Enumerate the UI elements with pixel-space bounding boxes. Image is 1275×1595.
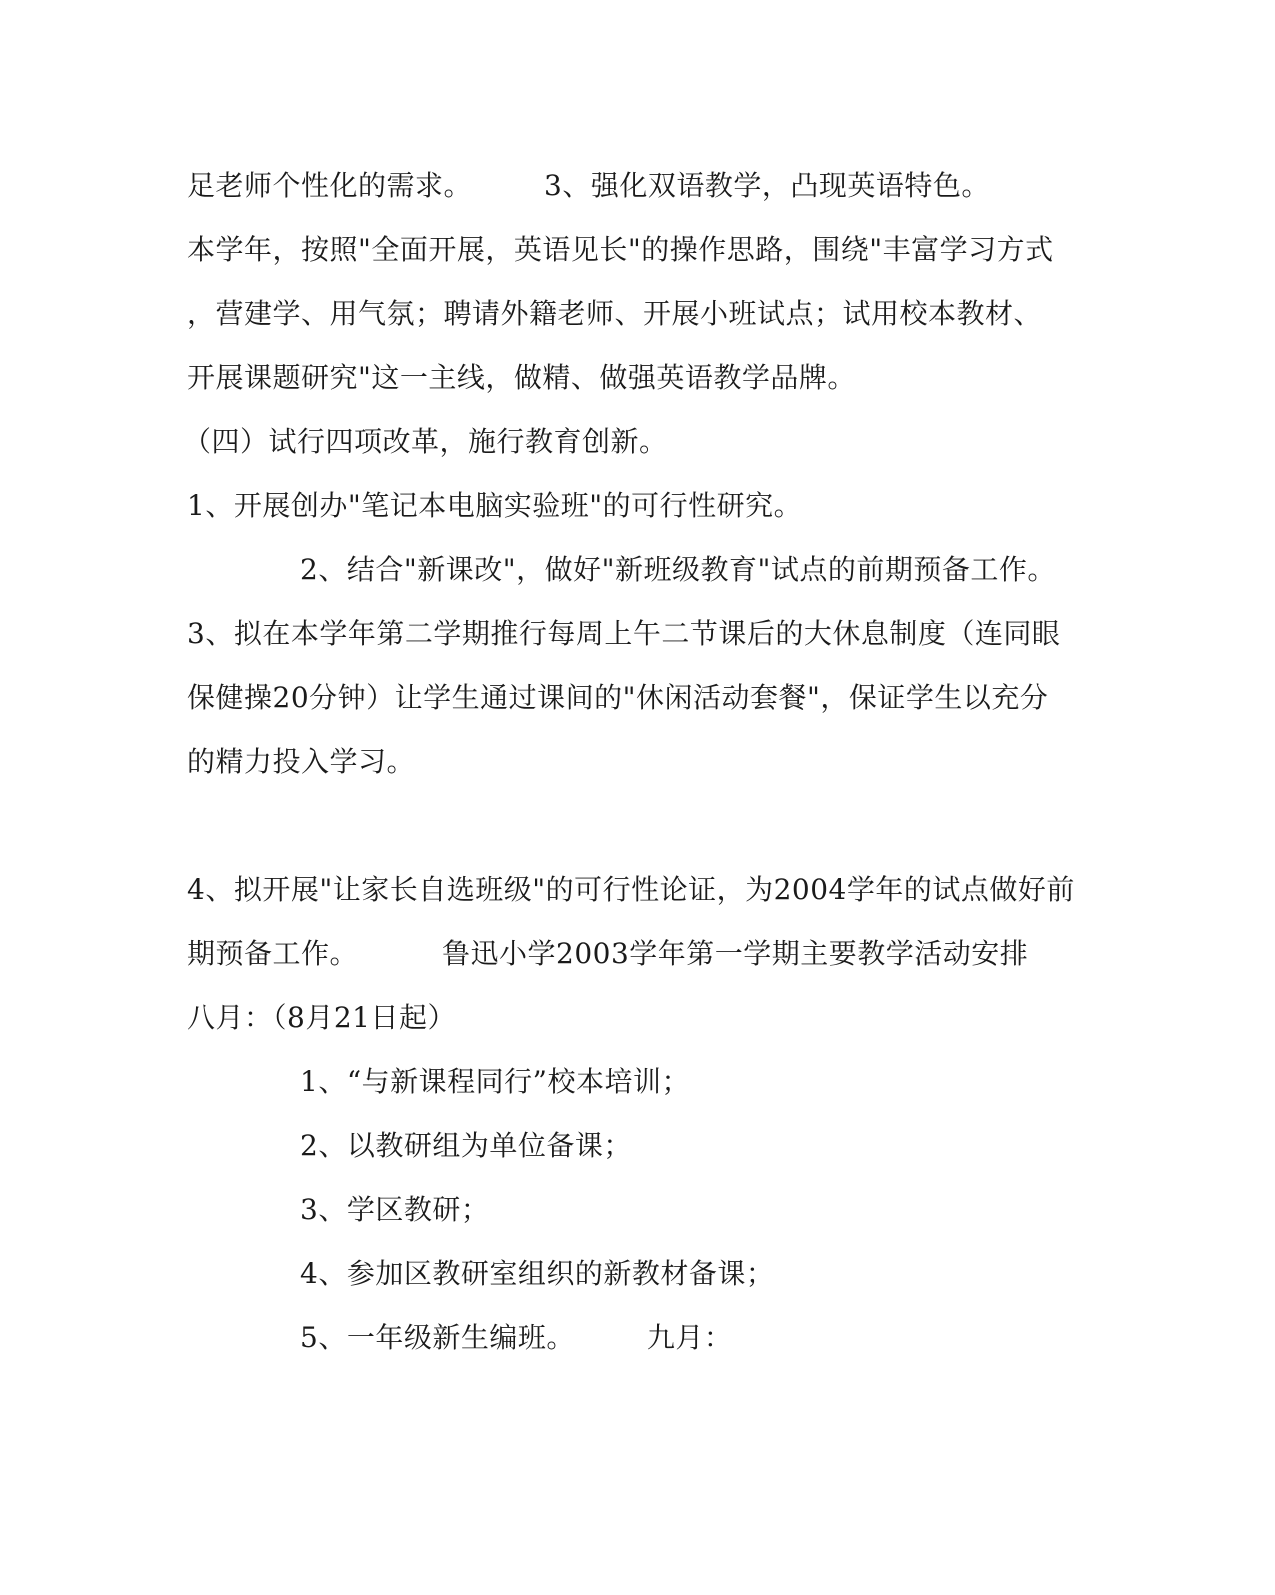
text-segment: 开展课题研究"这一主线，做精、做强英语教学品牌。 (187, 361, 856, 394)
text-segment: 鲁迅小学2003学年第一学期主要教学活动安排 (442, 937, 1029, 970)
text-segment: 1、“与新课程同行”校本培训； (300, 1065, 690, 1098)
text-segment: ，营建学、用气氛；聘请外籍老师、开展小班试点；试用校本教材、 (187, 297, 1043, 330)
section-heading (183, 424, 668, 460)
text-segment: 保健操20分钟）让学生通过课间的"休闲活动套餐"，保证学生以充分 (187, 681, 1049, 714)
text-line-2 (187, 232, 1054, 268)
text-segment: 1、开展创办"笔记本电脑实验班"的可行性研究。 (187, 489, 803, 522)
list-item (300, 1256, 774, 1292)
text-line-3 (187, 296, 1042, 332)
text-line-8 (187, 616, 1060, 652)
text-line-13 (187, 1000, 456, 1036)
text-segment: 3、拟在本学年第二学期推行每周上午二节课后的大休息制度（连同眼 (187, 617, 1061, 650)
text-segment: 的精力投入学习。 (187, 745, 416, 778)
text-segment: 4、拟开展"让家长自选班级"的可行性论证，为2004学年的试点做好前 (187, 873, 1075, 906)
text-line-7 (300, 552, 1056, 588)
text-segment: 2、以教研组为单位备课； (300, 1129, 632, 1162)
text-segment: 3、强化双语教学，凸现英语特色。 (544, 169, 990, 202)
text-segment: （四）试行四项改革，施行教育创新。 (183, 425, 668, 458)
text-segment: 九月： (646, 1321, 733, 1354)
list-item (300, 1128, 632, 1164)
text-segment: 八月：（8月21日起） (187, 1001, 456, 1034)
text-segment: 期预备工作。 (187, 937, 359, 970)
text-line-11 (187, 872, 1075, 908)
list-item (300, 1192, 489, 1228)
text-line-9 (187, 680, 1048, 716)
text-line-4 (187, 360, 856, 396)
text-line-6 (187, 488, 802, 524)
text-segment: 4、参加区教研室组织的新教材备课； (300, 1257, 775, 1290)
text-segment: 2、结合"新课改"，做好"新班级教育"试点的前期预备工作。 (300, 553, 1056, 586)
text-segment: 3、学区教研； (300, 1193, 490, 1226)
list-item (300, 1064, 690, 1100)
text-segment: 5、一年级新生编班。 (300, 1321, 575, 1354)
list-item (300, 1320, 732, 1356)
text-line-10 (187, 744, 415, 780)
text-segment: 本学年，按照"全面开展，英语见长"的操作思路，围绕"丰富学习方式 (187, 233, 1054, 266)
text-line-1 (187, 168, 990, 204)
text-line-12 (187, 936, 1028, 972)
text-segment: 足老师个性化的需求。 (187, 169, 473, 202)
